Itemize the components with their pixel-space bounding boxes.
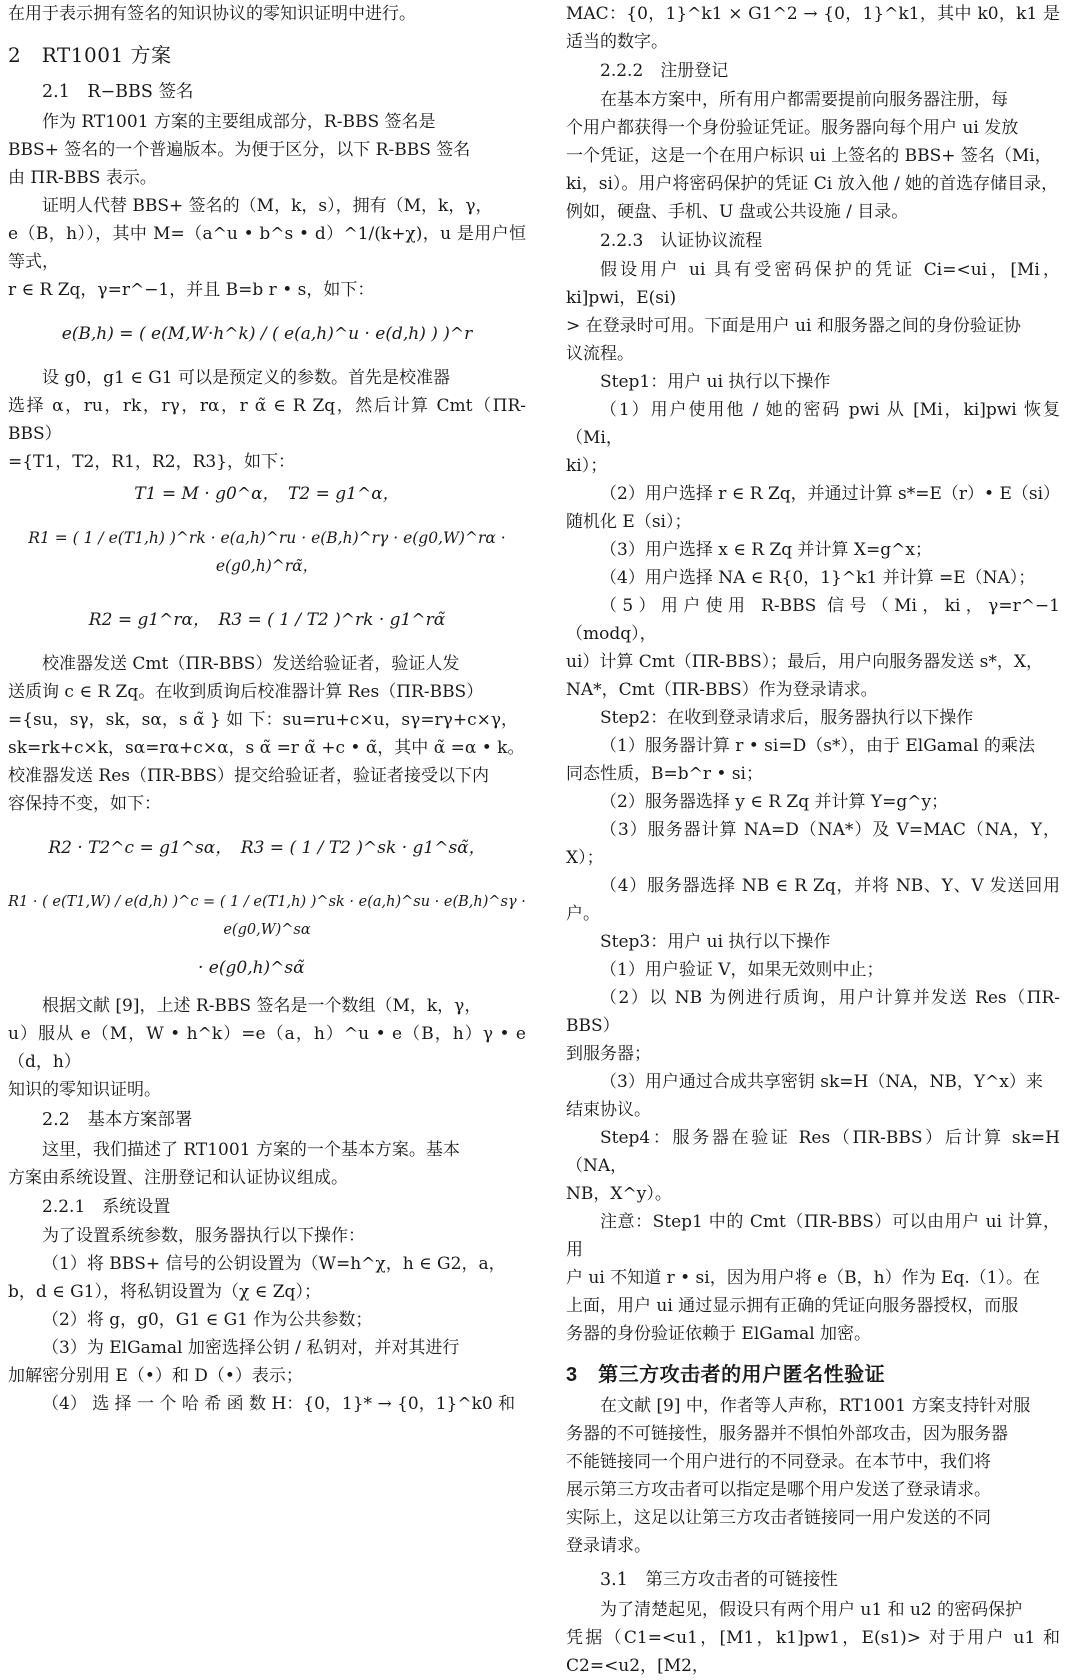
section-2-2-2-title: 2.2.2 注册登记	[600, 61, 729, 81]
mac-line: MAC：{0，1}^k1 × G1^2 → {0，1}^k1，其中 k0，k1 是适当的数字。	[566, 4, 1060, 52]
paragraph-basic-scheme: 这里，我们描述了 RT1001 方案的一个基本方案。基本 方案由系统设置、注册登记和认证协议组成。	[8, 1140, 460, 1188]
paragraph-unlinkability: 在文献 [9] 中，作者等人声称，RT1001 方案支持针对服 务器的不可链接性，服务器并不惧怕外部攻击，因为服务器 不能链接同一个用户进行的不同登录。在本节中，我们将 展示第三方攻击者可以指定是哪个用户发送了登录请求。 实际上，这足以让第三方攻击者链接同一用户发送的不同 登录请求。	[566, 1396, 1031, 1556]
paragraph-challenge: 校准器发送 Cmt（ΠR-BBS）发送给验证者，验证人发 送质询 c ∈ R Zq。在收到质询后校准器计算 Res（ΠR-BBS） ={su，sγ，sk，sα，s α̃ } 如 下：su=ru+c×u，sγ=rγ+c×γ， sk=rk+c×k，sα=rα+c×α，s α̃ =r α̃ +c • α̃，其中 α̃ =α • k。 校准器发送 Res（ΠR-BBS）提交给验证者，验证者接受以下内 容保持不变，如下：	[8, 654, 525, 814]
paragraph-prover: 证明人代替 BBS+ 签名的（M，k，s），拥有（M，k，γ， e（B，h）），其中 M=（a^u • b^s • d）^1/(k+χ)，u 是用户恒等式， r ∈ R Zq，γ=r^−1，并且 B=b r • s，如下：	[8, 196, 526, 300]
right-column	[566, 0, 1060, 1680]
section-3-title: 3 第三方攻击者的用户匿名性验证	[566, 1364, 886, 1386]
section-2-1-title: 2.1 R−BBS 签名	[42, 82, 194, 102]
paragraph-auth-protocol: 假设用户 ui 具有受密码保护的凭证 Ci=<ui，[Mi，ki]pwi，E(si) > 在登录时可用。下面是用户 ui 和服务器之间的身份验证协 议流程。 Step1：用户 ui 执行以下操作 （1）用户使用他 / 她的密码 pwi 从 [Mi，ki]pwi 恢复（Mi， ki）； （2）用户选择 r ∈ R Zq，并通过计算 s*=E（r）• E（si） 随机化 E（si）； （3）用户选择 x ∈ R Zq 并计算 X=g^x； （4）用户选择 NA ∈ R{0，1}^k1 并计算 =E（NA）； （5）用户使用 R-BBS 信号（Mi，ki，γ=r^−1（modq）， ui）计算 Cmt（ΠR-BBS）；最后，用户向服务器发送 s*，X， NA*，Cmt（ΠR-BBS）作为登录请求。 Step2：在收到登录请求后，服务器执行以下操作 （1）服务器计算 r • si=D（s*），由于 ElGamal 的乘法 同态性质，B=b^r • si； （2）服务器选择 y ∈ R Zq 并计算 Y=g^y； （3）服务器计算 NA=D（NA*）及 V=MAC（NA，Y，X）； （4）服务器选择 NB ∈ R Zq，并将 NB、Y、V 发送回用户。 Step3：用户 ui 执行以下操作 （1）用户验证 V，如果无效则中止； （2）以 NB 为例进行质询，用户计算并发送 Res（ΠR-BBS） 到服务器； （3）用户通过合成共享密钥 sk=H（NA，NB，Y^x）来 结束协议。 Step4：服务器在验证 Res（ΠR-BBS）后计算 sk=H（NA， NB，X^y）。 注意：Step1 中的 Cmt（ΠR-BBS）可以由用户 ui 计算，用 户 ui 不知道 r • si，因为用户将 e（B，h）作为 Eq.（1）。在 上面，用户 ui 通过显示拥有正确的凭证向服务器授权，而服 务器的身份验证依赖于 ElGamal 加密。	[566, 260, 1061, 1344]
equation-r2-r3: R2 = g1^rα， R3 = ( 1 / T2 )^rk · g1^rα̃	[88, 610, 446, 630]
equation-verify-r1: R1 · ( e(T1,W) / e(d,h) )^c = ( 1 / e(T1,h) )^sk · e(a,h)^su · e(B,h)^sγ · e(g0,W)^sα	[8, 894, 526, 938]
paragraph-params: 设 g0，g1 ∈ G1 可以是预定义的参数。首先是校准器 选择 α，ru，rk，rγ，rα，r α̃ ∈ R Zq，然后计算 Cmt（ΠR-BBS） ={T1，T2，R1，R2，R3}，如下：	[8, 368, 526, 472]
section-3-1-title: 3.1 第三方攻击者的可链接性	[600, 1570, 838, 1590]
paragraph-registration: 在基本方案中，所有用户都需要提前向服务器注册，每 个用户都获得一个身份验证凭证。服务器向每个用户 ui 发放 一个凭证，这是一个在用户标识 ui 上签名的 BBS+ 签名（Mi， ki，si）。用户将密码保护的凭证 Ci 放入他 / 她的首选存储目录， 例如，硬盘、手机、U 盘或公共设施 / 目录。	[566, 90, 1059, 222]
equation-r1: R1 = ( 1 / e(T1,h) )^rk · e(a,h)^ru · e(B,h)^rγ · e(g0,W)^rα · e(g0,h)^rα̃，	[28, 529, 506, 575]
intro-line: 在用于表示拥有签名的知识协议的零知识证明中进行。	[8, 4, 416, 24]
equation-verify-r2-r3: R2 · T2^c = g1^sα， R3 = ( 1 / T2 )^sk · g1^sα̃，	[48, 838, 486, 858]
equation-1: e(B,h) = ( e(M,W·h^k) / ( e(a,h)^u · e(d,h) ) )^r	[61, 324, 473, 344]
paragraph-linkability: 为了清楚起见，假设只有两个用户 u1 和 u2 的密码保护 凭据（C1=<u1，[M1，k1]pw1，E(s1)> 对于用户 u1 和 C2=<u2，[M2，	[566, 1600, 1060, 1676]
equation-verify-r1-cont: · e(g0,h)^sα̃	[198, 958, 305, 978]
paragraph-zk-proof: 根据文献 [9]，上述 R-BBS 签名是一个数组（M，k，γ， u）服从 e（M，W • h^k）=e（a，h）^u • e（B，h）γ • e（d，h） 知识的零知识证明。	[8, 996, 526, 1100]
section-2-2-1-title: 2.2.1 系统设置	[42, 1197, 171, 1217]
paragraph-system-setup: 为了设置系统参数，服务器执行以下操作： （1）将 BBS+ 信号的公钥设置为（W=h^χ，h ∈ G2，a， b，d ∈ G1），将私钥设置为（χ ∈ Zq）； （2）将 g，g0，G1 ∈ G1 作为公共参数； （3）为 ElGamal 加密选择公钥 / 私钥对，并对其进行 加解密分别用 E（•）和 D（•）表示； （4） 选 择 一 个 哈 希 函 数 H：{0，1}* → {0，1}^k0 和	[8, 1226, 516, 1414]
equation-t1-t2: T1 = M · g0^α， T2 = g1^α，	[134, 484, 400, 504]
section-2-title: 2 RT1001 方案	[8, 43, 172, 67]
section-2-2-title: 2.2 基本方案部署	[42, 1110, 193, 1130]
paragraph-rbbs-intro: 作为 RT1001 方案的主要组成部分，R-BBS 签名是 BBS+ 签名的一个普遍版本。为便于区分，以下 R-BBS 签名 由 ΠR-BBS 表示。	[8, 112, 471, 188]
section-2-2-3-title: 2.2.3 认证协议流程	[600, 231, 763, 251]
left-column	[8, 0, 526, 1418]
